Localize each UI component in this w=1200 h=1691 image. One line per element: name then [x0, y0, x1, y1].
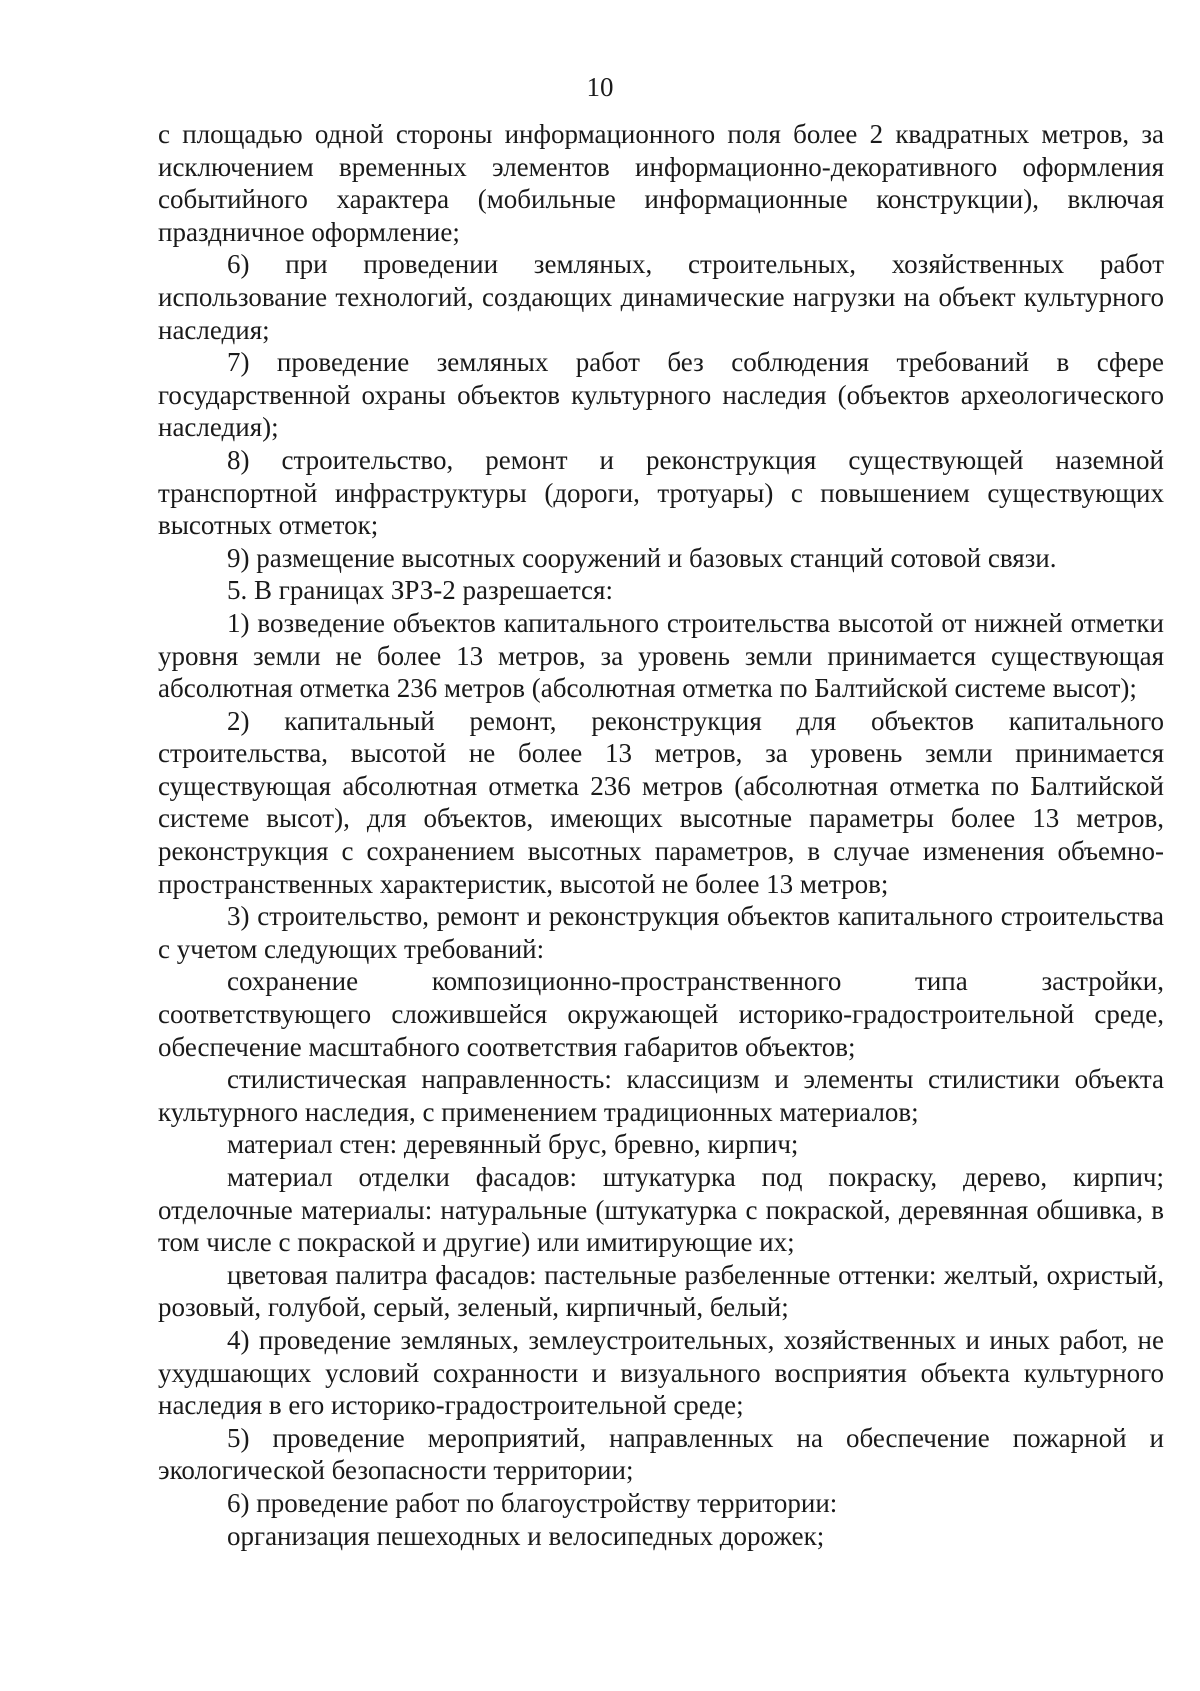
- paragraph-item-3-allowed: 3) строительство, ремонт и реконструкция объектов капитального строительства с учетом следующих требований:: [158, 901, 1164, 964]
- requirement-facade-material: материал отделки фасадов: штукатурка под покраску, дерево, кирпич; отделочные материалы: натуральные (штукатурка с покраской, деревянная обшивка, в том числе с покраской и другие) или имитирующие их;: [158, 1162, 1164, 1258]
- paragraph-continuation: с площадью одной стороны информационного поля более 2 квадратных метров, за исключением временных элементов информационно-декоративного оформления событийного характера (мобильные информационные конструкции), включая праздничное оформление;: [158, 119, 1164, 247]
- paragraph-item-4-allowed: 4) проведение земляных, землеустроительных, хозяйственных и иных работ, не ухудшающих условий сохранности и визуального восприятия объекта культурного наследия в его историко-градостроительной среде;: [158, 1324, 1164, 1421]
- paragraph-item-8-ban: 8) строительство, ремонт и реконструкция существующей наземной транспортной инфраструктуры (дороги, тротуары) с повышением существующих высотных отметок;: [158, 444, 1164, 541]
- requirement-composition: сохранение композиционно-пространственного типа застройки, соответствующего сложившейся окружающей историко-градостроительной среде, обеспечение масштабного соответствия габаритов объектов;: [158, 966, 1164, 1062]
- document-body: [158, 118, 1164, 1552]
- paragraph-item-5-allowed: 5) проведение мероприятий, направленных на обеспечение пожарной и экологической безопасности территории;: [158, 1422, 1164, 1486]
- paragraph-item-6-ban: 6) при проведении земляных, строительных, хозяйственных работ использование технологий, создающих динамические нагрузки на объект культурного наследия;: [158, 249, 1164, 345]
- requirement-style: стилистическая направленность: классицизм и элементы стилистики объекта культурного наследия, с применением традиционных материалов;: [158, 1064, 1164, 1127]
- page-number: 10: [586, 72, 614, 102]
- requirement-color-palette: цветовая палитра фасадов: пастельные разбеленные оттенки: желтый, охристый, розовый, голубой, серый, зеленый, кирпичный, белый;: [158, 1259, 1164, 1323]
- paragraph-item-6-allowed: 6) проведение работ по благоустройству территории:: [227, 1487, 838, 1518]
- paragraph-item-9-ban: 9) размещение высотных сооружений и базовых станций сотовой связи.: [227, 542, 1057, 573]
- paragraph-item-7-ban: 7) проведение земляных работ без соблюдения требований в сфере государственной охраны объектов культурного наследия (объектов археологического наследия);: [158, 347, 1164, 443]
- requirement-wall-material: материал стен: деревянный брус, бревно, кирпич;: [227, 1129, 799, 1160]
- landscaping-item-paths: организация пешеходных и велосипедных дорожек;: [227, 1520, 825, 1551]
- section-5-heading: 5. В границах ЗРЗ-2 разрешается:: [227, 575, 613, 606]
- paragraph-item-2-allowed: 2) капитальный ремонт, реконструкция для объектов капитального строительства, высотой не более 13 метров, за уровень земли принимается существующая абсолютная отметка 236 метров (абсолютная отметка по Балтийской системе высот), для объектов, имеющих высотные параметры более 13 метров, реконструкция с сохранением высотных параметров, в случае изменения объемно-пространственных характеристик, высотой не более 13 метров;: [158, 705, 1164, 899]
- paragraph-item-1-allowed: 1) возведение объектов капитального строительства высотой от нижней отметки уровня земли не более 13 метров, за уровень земли принимается существующая абсолютная отметка 236 метров (абсолютная отметка по Балтийской системе высот);: [158, 607, 1164, 704]
